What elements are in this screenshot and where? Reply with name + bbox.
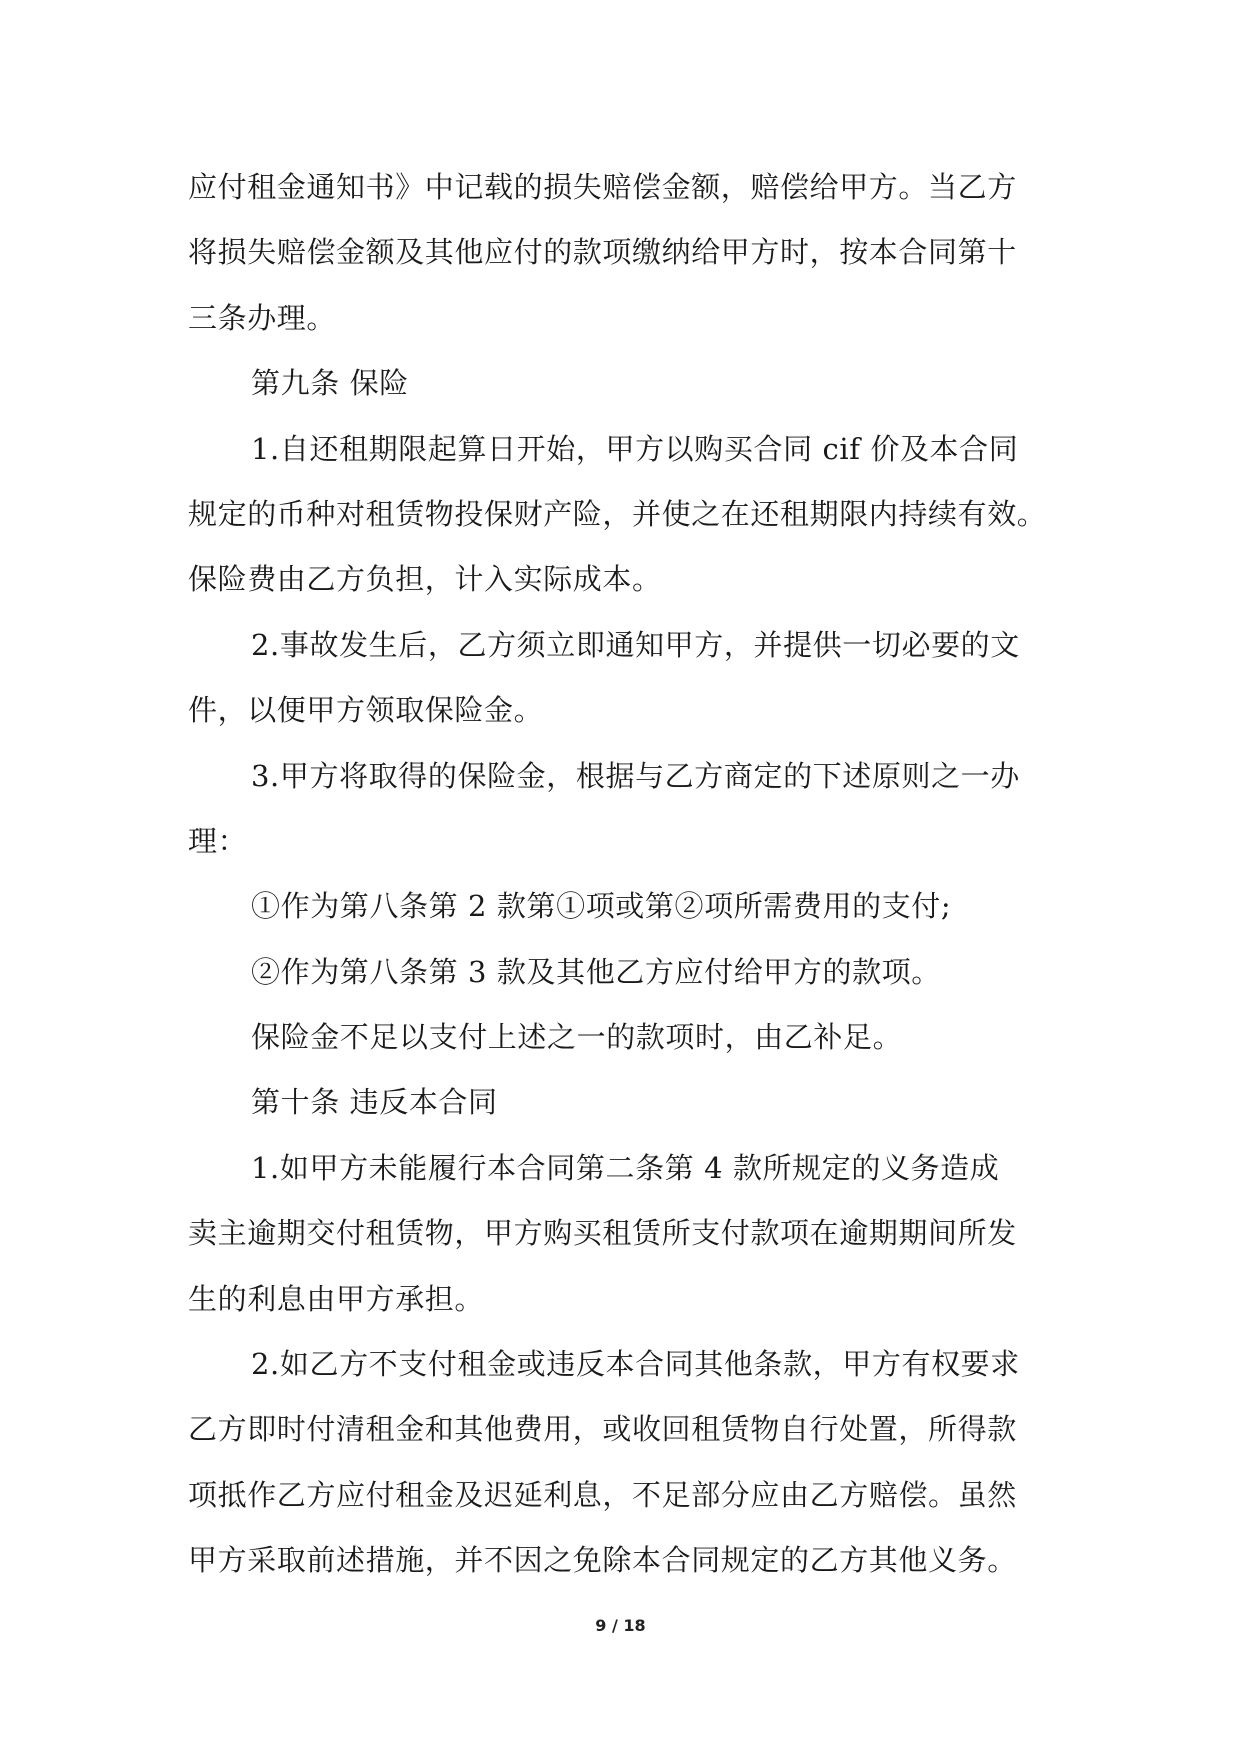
text-line: 1.自还租期限起算日开始，甲方以购买合同 cif 价及本合同 [251,431,1019,466]
text-line: 1.如甲方未能履行本合同第二条第 4 款所规定的义务造成 [251,1150,1000,1185]
text-line: 乙方即时付清租金和其他费用，或收回租赁物自行处置，所得款 [188,1412,1017,1447]
text-line: 项抵作乙方应付租金及迟延利息，不足部分应由乙方赔偿。虽然 [188,1477,1017,1512]
text-line: 件，以便甲方领取保险金。 [188,693,544,728]
text-line: 应付租金通知书》中记载的损失赔偿金额，赔偿给甲方。当乙方 [188,170,1017,204]
text-line: 甲方采取前述措施，并不因之免除本合同规定的乙方其他义务。 [188,1543,1017,1578]
text-line: 保险金不足以支付上述之一的款项时，由乙补足。 [251,1020,903,1055]
text-line: 保险费由乙方负担，计入实际成本。 [188,562,662,597]
text-line: 规定的币种对租赁物投保财产险，并使之在还租期限内持续有效。 [188,496,1047,531]
page-number: 9 / 18 [595,1616,646,1635]
text-line: 第十条 违反本合同 [251,1085,498,1120]
text-line: 2.如乙方不支付租金或违反本合同其他条款，甲方有权要求 [251,1347,1020,1382]
text-line: 卖主逾期交付租赁物，甲方购买租赁所支付款项在逾期期间所发 [188,1216,1017,1251]
text-line: 3.甲方将取得的保险金，根据与乙方商定的下述原则之一办 [251,758,1020,793]
document-body [188,155,1058,1594]
text-line: 将损失赔偿金额及其他应付的款项缴纳给甲方时，按本合同第十 [188,235,1017,270]
text-line: 三条办理。 [188,300,337,335]
text-line: 理： [188,823,248,858]
text-line: ①作为第八条第 2 款第①项或第②项所需费用的支付; [251,889,952,924]
text-line: 生的利息由甲方承担。 [188,1281,485,1316]
text-line: 2.事故发生后，乙方须立即通知甲方，并提供一切必要的文 [251,627,1020,662]
text-line: ②作为第八条第 3 款及其他乙方应付给甲方的款项。 [251,954,941,989]
text-line: 第九条 保险 [251,366,409,401]
